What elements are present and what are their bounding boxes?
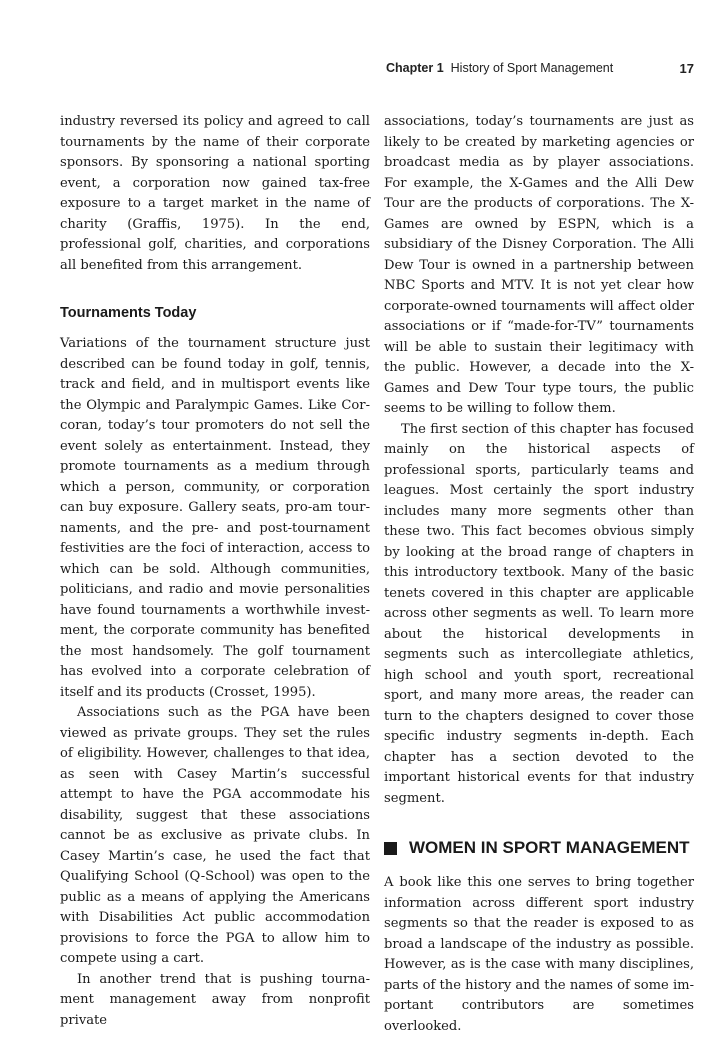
paragraph: The first section of this chapter has focused mainly on the historical aspects of professional sports, particularly teams and leagues. Most certainly the sport industry includes many more segments other than these two. This fact becomes obvious simply by looking at the broad range of chapters in this introductory textbook. Many of the basic tenets covered in this chapter are applicable across other segments as well. To learn more about the historical developments in segments such as intercollegiate athletics, high school and youth sport, recreational sport, and many more areas, the reader can turn to the chapters designed to cover those specific industry segments in-depth. Each chapter has a section devoted to the important historical events for that industry segment.	[384, 421, 694, 806]
square-bullet-icon	[384, 842, 397, 855]
paragraph: Variations of the tournament structure just described can be found today in golf, tennis, track and field, and in multisport events like the Olympic and Paralympic Games. Like Corcoran, today’s tour promoters do not sell the event solely as entertainment. Instead, they promote tournaments as a medium through which a person, community, or corporation can buy exposure. Gallery seats, pro-am tournaments, and the pre- and post-tournament festivities are the foci of interaction, access to which can be sold. Although communities, politicians, and radio and movie personalities have found tournaments a worthwhile investment, the corporate community has benefited the most handsomely. The golf tournament has evolved into a corporate celebration of itself and its products (Crosset, 1995).	[60, 336, 370, 700]
running-header	[386, 60, 694, 76]
right-column	[384, 112, 694, 1037]
paragraph: In another trend that is pushing tournament management away from nonprofit private	[60, 971, 370, 1028]
paragraph: Associations such as the PGA have been viewed as private groups. They set the rules of eligibility. However, challenges to that idea, as seen with Casey Martin’s successful attempt to have the PGA accommodate his disability, suggest that these associations cannot be as exclusive as private clubs. In Casey Martin’s case, he used the fact that Qualifying School (Q-School) was open to the public as a means of applying the Americans with Disabilities Act public accommodation provisions to force the PGA to allow him to compete using a cart.	[60, 705, 370, 966]
section-heading	[384, 837, 694, 859]
paragraph: industry reversed its policy and agreed to call tournaments by the name of their corporate sponsors. By sponsoring a national sporting event, a corporation now gained tax-free exposure to a target market in the name of charity (Graffis, 1975). In the end, professional golf, charities, and corporations all benefited from this arrangement.	[60, 114, 370, 273]
paragraph: A book like this one serves to bring together information across different sport industry segments so that the reader is exposed to as broad a landscape of the industry as possible. However, as is the case with many disciplines, parts of the history and the names of some important contributors are sometimes overlooked.	[384, 875, 694, 1034]
page-number: 17	[679, 60, 694, 76]
chapter-title: History of Sport Management	[450, 61, 614, 75]
paragraph: associations, today’s tournaments are just as likely to be created by marketing agencies or broadcast media as by player associations. For example, the X-Games and the Alli Dew Tour are the products of corporations. The X-Games are owned by ESPN, which is a subsidiary of the Disney Corporation. The Alli Dew Tour is owned in a partnership between NBC Sports and MTV. It is not yet clear how corporate-​owned tournaments will affect older associations or if “made-for-TV” tournaments will be able to sustain their legitimacy with the public. However, a decade into the X-Games and Dew Tour type tours, the public seems to be willing to follow them.	[384, 114, 694, 416]
chapter-label: Chapter 1	[386, 61, 444, 75]
section-heading-text: WOMEN IN SPORT MANAGEMENT	[409, 838, 690, 857]
left-column	[60, 112, 370, 1031]
section-subheading: Tournaments Today	[60, 305, 197, 321]
